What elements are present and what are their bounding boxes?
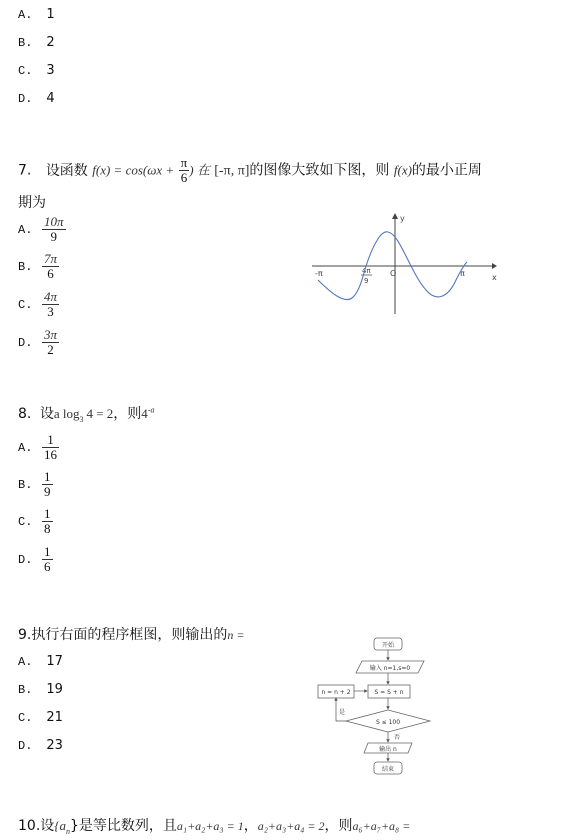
- q9-option-d: D. 23: [18, 738, 63, 753]
- equation: a₁+a₂+a₃ = 1: [176, 819, 244, 833]
- q8-question: [18, 403, 154, 424]
- x-axis-label: x: [492, 273, 497, 282]
- q7-option-c: C. $\frac{4\pi}{3}$: [18, 289, 58, 319]
- option-value: 3: [46, 63, 55, 78]
- q6-option-d: [18, 91, 55, 106]
- question-text: 的最小正周: [411, 162, 482, 179]
- q6-option-a: [18, 7, 55, 22]
- sequence-subscript: n: [65, 826, 70, 836]
- q7-option-b: B. $\frac{7\pi}{6}$: [18, 251, 58, 281]
- increment-label: n = n + 2: [321, 689, 351, 696]
- origin-label: O: [390, 269, 397, 278]
- q9-option-c: C. 21: [18, 710, 63, 725]
- log-expression: a log: [53, 406, 80, 421]
- q8-option-a: A. $\frac{1}{16}$: [18, 432, 57, 462]
- q9-option-b: B. 19: [18, 682, 63, 697]
- neg-pi-label: -π: [315, 269, 323, 278]
- question-text: ) 在: [189, 162, 210, 178]
- q9-option-a: A. 17: [18, 654, 63, 669]
- question-text: 9.执行右面的程序框图，则输出的: [18, 627, 228, 643]
- power-base: 4: [141, 406, 148, 421]
- mark-denominator: 9: [364, 277, 369, 285]
- end-label: 结束: [381, 766, 395, 773]
- input-label: 输入 n=1,s=0: [369, 665, 411, 672]
- cosine-graph: [308, 210, 498, 320]
- equation: a₂+a₃+a₄ = 2: [257, 819, 325, 833]
- fraction: $\frac{1}{6}$: [44, 544, 51, 574]
- question-text: 的图像大致如下图，则: [249, 162, 390, 179]
- yes-label: 是: [339, 709, 346, 716]
- no-label: 否: [394, 734, 401, 741]
- question-number: 7.: [18, 162, 32, 179]
- q7-option-a: A. $\frac{10\pi}{9}$: [18, 214, 64, 244]
- fraction: $\frac{7\pi}{6}$: [44, 251, 58, 281]
- option-label: C.: [18, 64, 33, 78]
- q8-option-d: D. $\frac{1}{6}$: [18, 544, 51, 574]
- mark-numerator: 4π: [362, 267, 371, 275]
- q7-option-d: D. $\frac{3\pi}{2}$: [18, 327, 58, 357]
- q10-question: [18, 815, 410, 836]
- option-label: A.: [18, 8, 33, 22]
- question-text: 10.设: [18, 818, 55, 834]
- q6-option-c: [18, 63, 55, 78]
- q9-question: [18, 624, 244, 644]
- decision-label: S ≤ 100: [375, 719, 401, 726]
- function-name: f(x): [393, 162, 412, 178]
- q8-option-b: B. $\frac{1}{9}$: [18, 469, 51, 499]
- output-label: 输出 n: [379, 746, 397, 753]
- y-axis-arrow-icon: [392, 213, 398, 219]
- option-value: 1: [46, 7, 55, 22]
- interval: [-π, π]: [214, 163, 250, 179]
- log-base: 3: [79, 414, 84, 424]
- log-expression: 4 = 2: [86, 406, 114, 421]
- separator: ，: [243, 818, 258, 834]
- y-axis-label: y: [400, 214, 405, 223]
- fraction: $\frac{1}{9}$: [44, 469, 51, 499]
- start-label: 开始: [381, 642, 395, 649]
- x-axis-arrow-icon: [492, 263, 497, 269]
- question-text: 期为: [18, 195, 46, 211]
- sum-label: S = S + n: [374, 689, 404, 696]
- fraction: $\frac{1}{16}$: [44, 432, 57, 462]
- option-label: D.: [18, 92, 33, 106]
- q6-option-b: [18, 35, 55, 50]
- power-exponent: -a: [147, 405, 155, 415]
- sequence-expression: {a: [54, 818, 66, 833]
- output-variable: n =: [227, 628, 245, 642]
- fraction: $\frac{\pi}{6}$: [180, 155, 188, 185]
- question-text: ，则: [324, 818, 353, 834]
- pi-label: π: [460, 269, 465, 278]
- question-number: 8.: [18, 406, 32, 422]
- fraction: $\frac{4\pi}{3}$: [44, 289, 58, 319]
- question-text: }是等比数列，且: [69, 818, 177, 834]
- option-value: 4: [46, 91, 55, 106]
- q8-option-c: C. $\frac{1}{8}$: [18, 506, 51, 536]
- q7-question: [18, 156, 482, 185]
- option-label: B.: [18, 36, 33, 50]
- fraction: $\frac{10\pi}{9}$: [44, 214, 64, 244]
- function-expression: f(x) = cos(ωx +: [92, 162, 175, 178]
- question-text: ，则: [113, 406, 142, 422]
- fraction: $\frac{1}{8}$: [44, 506, 51, 536]
- question-text: 设: [39, 406, 54, 422]
- option-value: 2: [46, 35, 55, 50]
- flowchart: [312, 634, 436, 776]
- equation: a₆+a₇+a₈ =: [352, 819, 411, 833]
- fraction: $\frac{3\pi}{2}$: [44, 327, 58, 357]
- question-text: 设函数: [45, 162, 88, 179]
